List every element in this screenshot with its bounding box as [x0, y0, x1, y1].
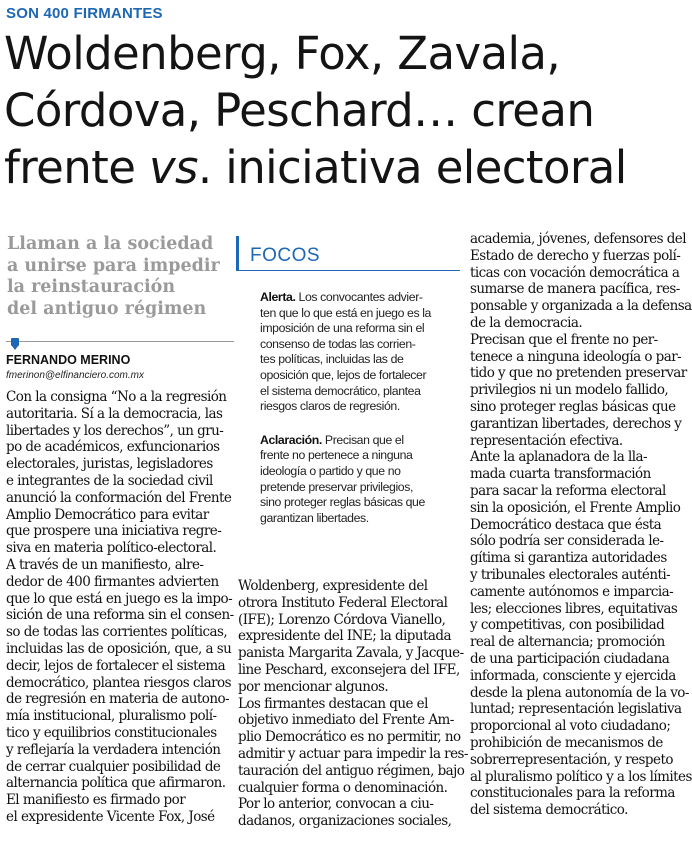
focos-text-line: consenso de todas las corrien-: [260, 336, 416, 351]
headline-line-3c: . iniciativa electoral: [197, 141, 627, 194]
article-text-line: que lo que está en juego es la impo-: [6, 590, 233, 607]
headline-line-2: Córdova, Peschard… crean: [4, 84, 595, 137]
focos-text-line: ideología o partido y que no: [260, 463, 401, 478]
article-text-line: que prospere una iniciativa regre-: [6, 523, 222, 540]
focos-body: [260, 290, 458, 526]
article-text-line: informada, consciente y ejercida: [470, 667, 676, 684]
article-text-line: ticas con vocación democrática a: [470, 264, 680, 281]
article-text-line: admitir y actuar para impedir la res-: [238, 745, 468, 762]
focos-accent-bar: [236, 236, 239, 270]
byline-email: fmerinon@elfinanciero.com.mx: [6, 370, 144, 381]
focos-sidebar: [236, 236, 460, 550]
headline: [4, 25, 690, 196]
article-text-line: al pluralismo político y a los límites: [470, 768, 692, 785]
focos-text-line: [260, 290, 458, 306]
article-text-line: democrático, plantea riesgos claros: [6, 674, 231, 691]
article-text-line: y tribunales electorales auténti-: [470, 566, 671, 583]
article-text-line: de regresión en materia de autono-: [6, 691, 230, 708]
article-text-line: desde la plena autonomía de la vo-: [470, 684, 689, 701]
subheadline-line: la reinstauración: [7, 277, 176, 297]
article-text-line: libertades y los derechos”, un gru-: [6, 422, 224, 439]
article-text-line: Woldenberg, expresidente del: [238, 578, 428, 594]
article-text-line: de una participación ciudadana: [470, 650, 670, 667]
article-text-line: camente autónomos e imparcia-: [470, 583, 674, 600]
article-text-line: Ante la aplanadora de la lla-: [470, 449, 648, 466]
section-kicker: SON 400 FIRMANTES: [6, 5, 163, 22]
headline-vs: vs: [149, 141, 198, 194]
article-text-line: cualquier forma o denominación.: [238, 779, 448, 796]
article-text-line: mada cuarta transformación: [470, 466, 651, 483]
article-text-line: po de académicos, exfuncionarios: [6, 439, 220, 456]
focos-text-line: riesgos claros de regresión.: [260, 399, 400, 414]
subheadline-line: del antiguo régimen: [7, 298, 207, 319]
article-text-line: real de alternancia; promoción: [470, 634, 665, 651]
article-text-line: siva en materia político-electoral.: [6, 540, 217, 557]
article-text-line: de la democracia.: [470, 314, 583, 331]
pin-marker-icon: [11, 338, 19, 346]
article-text-line: sumarse de manera pacífica, res-: [470, 281, 680, 298]
article-text-line: dadanos, organizaciones sociales,: [238, 813, 452, 830]
article-text-line: por mencionar algunos.: [238, 678, 389, 695]
article-text-line: Precisan que el frente no per-: [470, 331, 658, 348]
article-column-2: [238, 578, 468, 830]
focos-text-line: oposición que, lejos de fortalecer: [260, 367, 427, 382]
article-text-line: e integrantes de la sociedad civil: [6, 472, 213, 489]
focos-text-line: ten que lo que está en juego es la: [260, 305, 431, 320]
subheadline: [7, 234, 229, 320]
article-text-line: so de todas las corrientes políticas,: [6, 624, 228, 641]
focos-text-line: el sistema democrático, plantea: [260, 383, 421, 398]
article-text-line: plio Democrático es no permitir, no: [238, 729, 461, 746]
article-text-line: tauración del antiguo régimen, bajo: [238, 762, 465, 779]
byline-divider: [6, 341, 234, 342]
focos-title: FOCOS: [250, 245, 321, 266]
article-text-line: sino proteger reglas básicas que: [470, 398, 676, 415]
subheadline-line: Llaman a la sociedad: [7, 234, 214, 254]
focos-label: Alerta.: [260, 290, 296, 304]
focos-paragraph-aclaracion: [260, 433, 458, 527]
article-text-line: ponsable y organizada a la defensa: [470, 298, 692, 315]
article-text-line: Con la consigna “No a la regresión: [6, 389, 227, 405]
article-text-line: sólo podría ser considerada le-: [470, 533, 664, 550]
article-text-line: representación efectiva.: [470, 432, 623, 449]
article-text-line: objetivo inmediato del Frente Am-: [238, 712, 454, 729]
focos-text: Los convocantes advier-: [295, 290, 423, 304]
article-text-line: Amplio Democrático para evitar: [6, 506, 209, 523]
article-text-line: electorales, juristas, legisladores: [6, 456, 213, 473]
focos-text-line: tes políticas, incluidas las de: [260, 352, 404, 367]
headline-line-1: Woldenberg, Fox, Zavala,: [4, 27, 561, 80]
subheadline-line: a unirse para impedir: [7, 255, 220, 276]
article-text-line: y competitivas, con posibilidad: [470, 617, 665, 634]
article-text-line: (IFE); Lorenzo Córdova Vianello,: [238, 611, 446, 628]
article-text-line: decir, lejos de fortalecer el sistema: [6, 657, 226, 674]
article-text-line: tenece a ninguna ideología o par-: [470, 348, 682, 365]
article-text-line: otrora Instituto Federal Electoral: [238, 594, 448, 611]
article-text-line: A través de un manifiesto, alre-: [6, 556, 204, 573]
article-text-line: sin la oposición, el Frente Amplio: [470, 499, 681, 516]
article-text-line: sobrerrepresentación, y respeto: [470, 751, 673, 768]
headline-line-3a: frente: [4, 141, 149, 194]
article-column-1: [6, 389, 234, 826]
article-text-line: garantizan libertades, derechos y: [470, 415, 682, 432]
article-text-line: prohibición de mecanismos de: [470, 734, 663, 751]
focos-text-line: pretende preservar privilegios,: [260, 479, 414, 494]
focos-divider: [236, 270, 460, 271]
focos-text-line: [260, 433, 458, 449]
article-text-line: sición de una reforma sin el consen-: [6, 607, 234, 624]
article-text-line: autoritaria. Sí a la democracia, las: [6, 405, 223, 422]
article-text-line: gítima si garantiza autoridades: [470, 550, 667, 567]
article-text-line: el expresidente Vicente Fox, José: [6, 808, 215, 825]
focos-text-line: frente no pertenece a ninguna: [260, 448, 413, 463]
focos-text-line: garantizan libertades.: [260, 510, 369, 525]
article-text-line: del sistema democrático.: [470, 802, 628, 819]
article-text-line: panista Margarita Zavala, y Jacque-: [238, 645, 464, 662]
focos-text-line: sino proteger reglas básicas que: [260, 495, 425, 510]
byline-author: FERNANDO MERINO: [6, 353, 131, 367]
article-column-3: [470, 231, 692, 819]
article-text-line: Por lo anterior, convocan a ciu-: [238, 796, 434, 813]
article-text-line: academia, jóvenes, defensores del: [470, 231, 686, 247]
focos-label: Aclaración.: [260, 432, 322, 447]
article-text-line: mía institucional, pluralismo polí-: [6, 708, 217, 725]
article-text-line: Democrático destaca que ésta: [470, 516, 662, 533]
article-text-line: El manifiesto es firmado por: [6, 792, 186, 809]
article-text-line: y reflejaría la verdadera intención: [6, 741, 221, 758]
article-text-line: para sacar la reforma electoral: [470, 482, 666, 499]
article-text-line: incluidas las de oposición, que, a su: [6, 640, 232, 657]
article-text-line: de cerrar cualquier posibilidad de: [6, 758, 221, 775]
article-text-line: tido y que no pretenden preservar: [470, 365, 687, 382]
focos-paragraph-alerta: [260, 290, 458, 415]
focos-text: Precisan que el: [321, 432, 404, 447]
article-text-line: dedor de 400 firmantes advierten: [6, 573, 219, 590]
article-text-line: alternancia política que afirmaron.: [6, 775, 226, 792]
article-text-line: luntad; representación legislativa: [470, 701, 682, 718]
article-text-line: line Peschard, exconsejera del IFE,: [238, 661, 460, 678]
headline-line-3: [4, 139, 690, 196]
article-text-line: proporcional al voto ciudadano;: [470, 718, 671, 735]
article-text-line: Los firmantes destacan que el: [238, 695, 428, 712]
focos-text-line: imposición de una reforma sin el: [260, 321, 425, 336]
article-text-line: privilegios ni un modelo fallido,: [470, 382, 669, 399]
article-text-line: Estado de derecho y fuerzas polí-: [470, 247, 681, 264]
article-text-line: anunció la conformación del Frente: [6, 489, 232, 506]
article-text-line: tico y equilibrios constitucionales: [6, 724, 217, 741]
article-text-line: expresidente del INE; la diputada: [238, 628, 452, 645]
article-text-line: les; elecciones libres, equitativas: [470, 600, 678, 617]
article-text-line: constitucionales para la reforma: [470, 785, 675, 802]
